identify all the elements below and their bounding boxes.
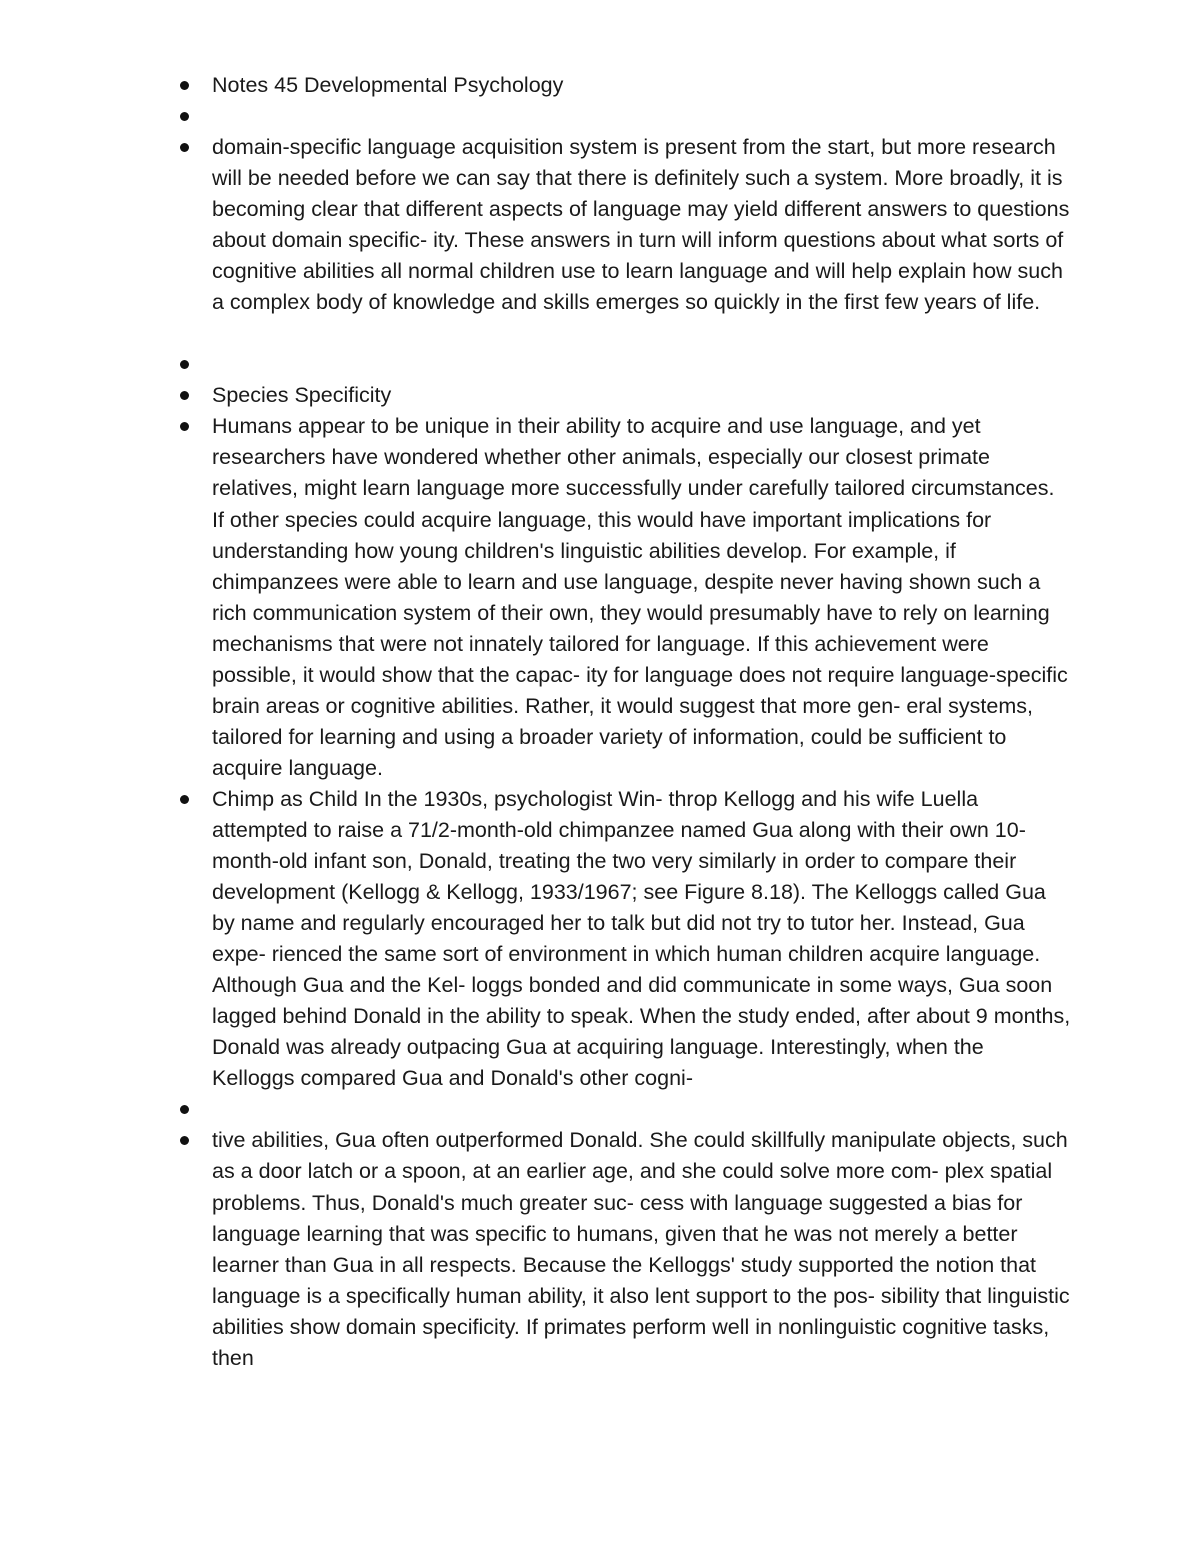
list-item-text: domain-specific language acquisition system is present from the start, but more research will be needed before we can say that there is definitely such a system. More broadly, it is becoming clear that different aspects of language may yield different answers to questions about domain specific- ity. These answers in turn will inform questions about what sorts of cognitive abilities all normal children use to learn language and will help explain how such a complex body of knowledge and skills emerges so quickly in the first few years of life.	[212, 135, 1070, 315]
bullet-icon	[180, 143, 189, 152]
list-item	[212, 784, 1072, 1094]
list-item-empty	[212, 349, 1072, 380]
list-item-empty	[212, 101, 1072, 132]
bullet-icon	[180, 391, 189, 400]
list-item	[212, 132, 1072, 318]
bullet-list	[212, 70, 1072, 1374]
bullet-icon	[180, 81, 189, 90]
list-item	[212, 411, 1072, 784]
list-item-text: Chimp as Child In the 1930s, psychologist Win- throp Kellogg and his wife Luella attempted to raise a 71/2-month-old chimpanzee named Gua along with their own 10-month-old infant son, Donald, treating the two very similarly in order to compare their development (Kellogg & Kellogg, 1933/1967; see Figure 8.18). The Kelloggs called Gua by name and regularly encouraged her to talk but did not try to tutor her. Instead, Gua expe- rienced the same sort of environment in which human children acquire language. Although Gua and the Kel- loggs bonded and did communicate in some ways, Gua soon lagged behind Donald in the ability to speak. When the study ended, after about 9 months, Donald was already outpacing Gua at acquiring language. Interestingly, when the Kelloggs compared Gua and Donald's other cogni-	[212, 786, 1071, 1091]
list-item-text: tive abilities, Gua often outperformed Donald. She could skillfully manipulate objects, such as a door latch or a spoon, at an earlier age, and she could solve more com- plex spatial problems. Thus, Donald's much greater suc- cess with language suggested a bias for language learning that was specific to humans, given that he was not merely a better learner than Gua in all respects. Because the Kelloggs' study supported the notion that language is a specifically human ability, it also lent support to the pos- sibility that linguistic abilities show domain specificity. If primates perform well in nonlinguistic cognitive tasks, then	[212, 1128, 1070, 1370]
list-item-empty	[212, 1094, 1072, 1125]
list-item	[212, 1125, 1072, 1373]
list-item-text: Humans appear to be unique in their ability to acquire and use language, and yet researchers have wondered whether other animals, especially our closest primate relatives, might learn language more successfully under carefully tailored circumstances. If other species could acquire language, this would have important implications for understanding how young children's linguistic abilities develop. For example, if chimpanzees were able to learn and use language, despite never having shown such a rich communication system of their own, they would presumably have to rely on learning mechanisms that were not innately tailored for language. If this achievement were possible, it would show that the capac- ity for language does not require language-specific brain areas or cognitive abilities. Rather, it would suggest that more gen- eral systems, tailored for learning and using a broader variety of information, could be sufficient to acquire language.	[212, 414, 1068, 780]
bullet-icon	[180, 422, 189, 431]
bullet-icon	[180, 1136, 189, 1145]
bullet-icon	[180, 112, 189, 121]
list-item-text: Notes 45 Developmental Psychology	[212, 73, 564, 97]
list-item-title	[212, 70, 1072, 101]
bullet-icon	[180, 1105, 189, 1114]
list-item-heading	[212, 380, 1072, 411]
bullet-icon	[180, 360, 189, 369]
list-item-text: Species Specificity	[212, 383, 392, 408]
bullet-icon	[180, 795, 189, 804]
